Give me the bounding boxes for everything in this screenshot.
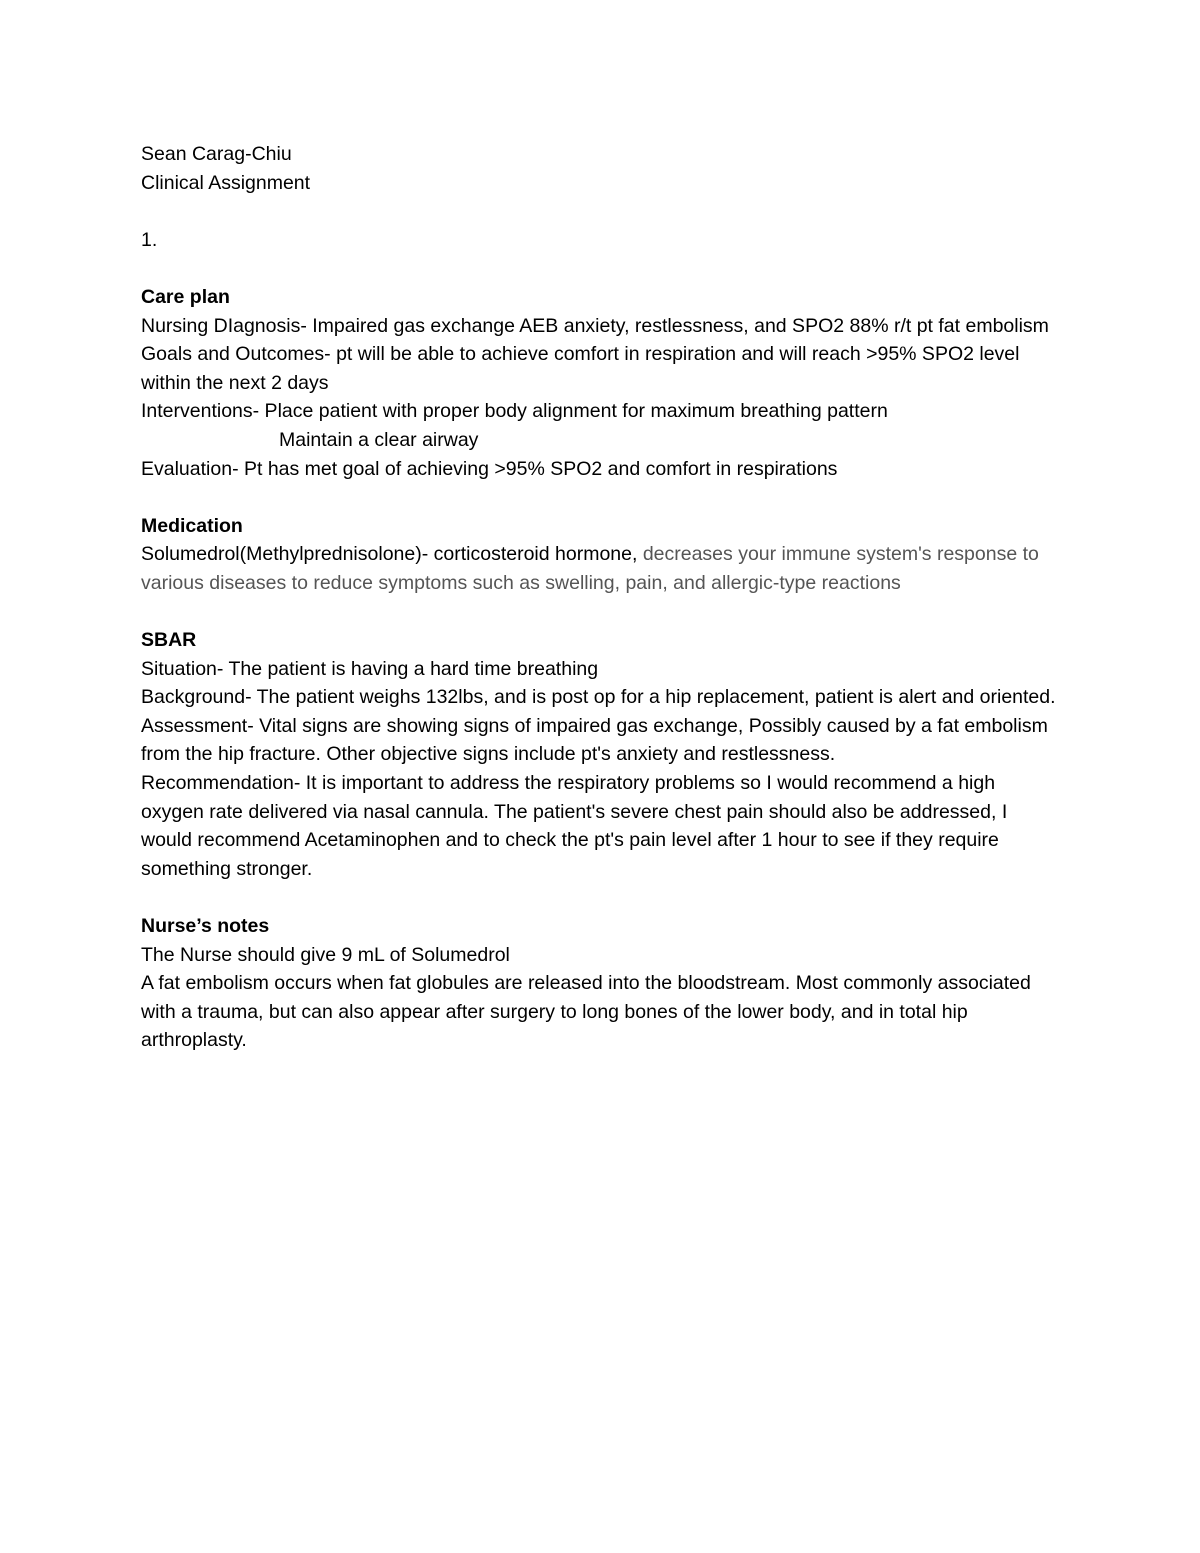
goals-outcomes: Goals and Outcomes- pt will be able to achieve comfort in respiration and will reach >95% SPO2 level within the next 2 days (141, 343, 1025, 394)
medication-heading: Medication (141, 514, 243, 537)
sbar-background: Background- The patient weighs 132lbs, and is post op for a hip replacement, patient is alert and oriented. (141, 686, 1056, 709)
sbar-assessment: Assessment- Vital signs are showing signs of impaired gas exchange, Possibly caused by a fat embolism from the hip fracture. Other objective signs include pt's anxiety and restlessness. (141, 714, 1054, 766)
author-name: Sean Carag-Chiu (141, 143, 292, 165)
document-page (141, 140, 1061, 1055)
evaluation: Evaluation- Pt has met goal of achieving >95% SPO2 and comfort in respirations (141, 457, 838, 480)
nurses-notes-fat-embolism: A fat embolism occurs when fat globules are released into the bloodstream. Most commonly associated with a trauma, but can also appear after surgery to long bones of the lower body, and in total hip arthroplasty. (141, 972, 1037, 1052)
sbar-heading: SBAR (141, 629, 197, 652)
interventions-continued: Maintain a clear airway (279, 428, 479, 451)
medication-description: decreases your immune system's response to various diseases to reduce symptoms such as swelling, pain, and allergic-type reactions (141, 543, 1045, 594)
sbar-situation: Situation- The patient is having a hard time breathing (141, 657, 599, 680)
spacer (141, 483, 1061, 512)
sbar-recommendation: Recommendation- It is important to address the respiratory problems so I would recommend a high oxygen rate delivered via nasal cannula. The patient's severe chest pain should also be addressed, I would recommend Acetaminophen and to check the pt's pain level after 1 hour to see if they require something stronger. (141, 772, 1013, 880)
assignment-title: Clinical Assignment (141, 171, 311, 194)
interventions: Interventions- Place patient with proper body alignment for maximum breathing pattern (141, 400, 888, 423)
spacer (141, 883, 1061, 912)
care-plan-heading: Care plan (141, 285, 230, 308)
spacer (141, 598, 1061, 627)
question-number: 1. (141, 228, 158, 251)
nursing-diagnosis: Nursing DIagnosis- Impaired gas exchange AEB anxiety, restlessness, and SPO2 88% r/t pt fat embolism (141, 314, 1049, 337)
spacer (141, 197, 1061, 226)
nurses-notes-dose: The Nurse should give 9 mL of Solumedrol (141, 943, 510, 966)
medication-drug: Solumedrol(Methylprednisolone)- corticosteroid hormone, (141, 543, 643, 566)
medication-entry (141, 540, 1061, 597)
nurses-notes-heading: Nurse’s notes (141, 915, 270, 938)
spacer (141, 254, 1061, 283)
